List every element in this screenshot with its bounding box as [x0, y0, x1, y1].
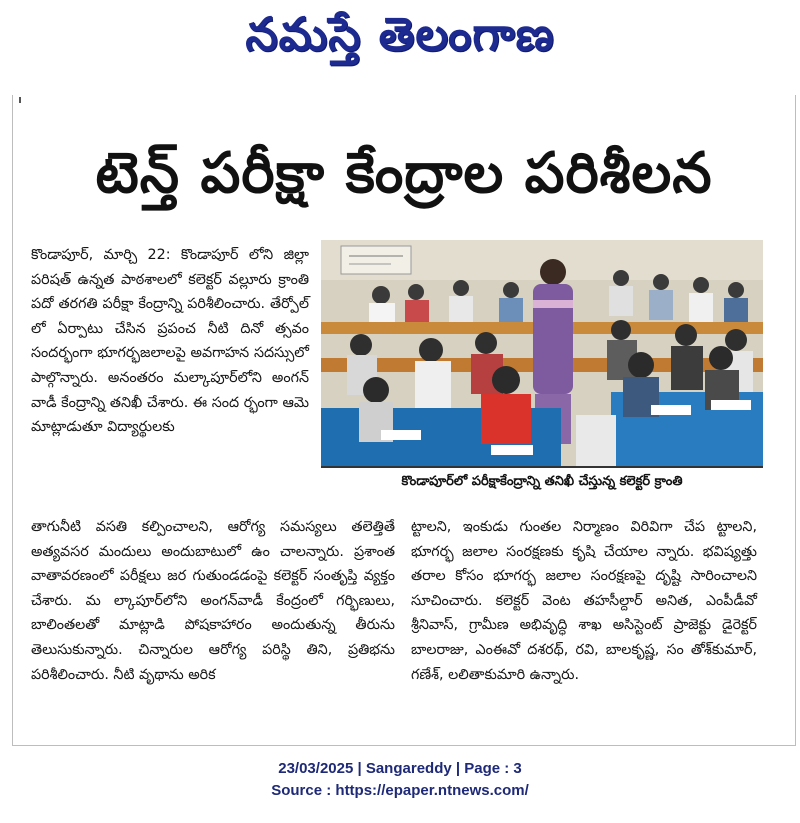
column-marker: [19, 97, 21, 103]
masthead: [0, 0, 800, 80]
article-paragraph-2: తాగునీటి వసతి కల్పించాలని, ఆరోగ్య సమస్యలు తలెత్తితే అత్యవసర మందులు అందుబాటులో ఉం చాలన్నారు. ప్రశాంత వాతావరణంలో పరీక్షలు జర గుతుండడంపై కలెక్టర్ సంతృప్తి వ్యక్తం చేశారు. మ ల్కాపూర్‌లోని అంగన్‌వాడీ కేంద్రంలో గర్భిణులు, బాలింతలతో మాట్లాడి పోషకాహారం అందుతున్న తీరును తెలుసుకున్నారు. చిన్నారుల ఆరోగ్య పరిస్థి తిని, ప్రతిభను పరిశీలించారు. నీటి వృథాను అరిక: [31, 519, 395, 683]
exam-hall-illustration: [321, 240, 763, 466]
source-link[interactable]: Source : https://epaper.ntnews.com/: [271, 782, 529, 799]
newspaper-logo: నమస్తే తెలంగాణ: [245, 7, 555, 61]
article-headline: టెన్త్ పరీక్షా కేంద్రాల పరిశీలన: [95, 140, 713, 206]
edition-info: 23/03/2025 | Sangareddy | Page : 3: [278, 760, 522, 777]
newspaper-clipping: [12, 95, 796, 746]
clipping-footer: [0, 758, 800, 802]
news-photo: [321, 240, 763, 466]
article-paragraph-1: కొండాపూర్, మార్చి 22: కొండాపూర్ లోని జిల్లా పరిషత్ ఉన్నత పాఠశాలలో కలెక్టర్ వల్లూరు క్రాంతి పదో తరగతి పరీక్షా కేంద్రాన్ని పరిశీలించారు. తేర్పోల్ లో ఏర్పాటు చేసిన ప్రపంచ నీటి దినో త్సవం సందర్భంగా భూగర్భజలాలపై అవగాహన సదస్సులో పాల్గొన్నారు. అనంతరం మల్కాపూర్‌లోని అంగన్ వాడీ కేంద్రాన్ని తనిఖీ చేశారు. ఈ సంద ర్భంగా ఆమె మాట్లాడుతూ విద్యార్థులకు: [31, 247, 309, 436]
photo-caption: కొండాపూర్‌లో పరీక్షాకేంద్రాన్ని తనిఖీ చేస్తున్న కలెక్టర్ క్రాంతి: [321, 466, 763, 498]
article-paragraph-3: ట్టాలని, ఇంకుడు గుంతల నిర్మాణం విరివిగా చేప ట్టాలని, భూగర్భ జలాల సంరక్షణకు కృషి చేయాల న్నారు. భవిష్యత్తు తరాల కోసం భూగర్భ జలాల సంరక్షణపై దృష్టి సారించాలని సూచించారు. కలెక్టర్ వెంట తహసీల్దార్ అనిత, ఎంపీడీవో శ్రీనివాస్, గ్రామీణ అభివృద్ధి శాఖ అసిస్టెంట్ ప్రాజెక్టు డైరెక్టర్ బాలరాజు, ఎంఈవో దశరథ్, రవి, బాలకృష్ణ, సం తోశ్‌కుమార్, గణేశ్, లలితాకుమారి ఉన్నారు.: [411, 519, 757, 683]
